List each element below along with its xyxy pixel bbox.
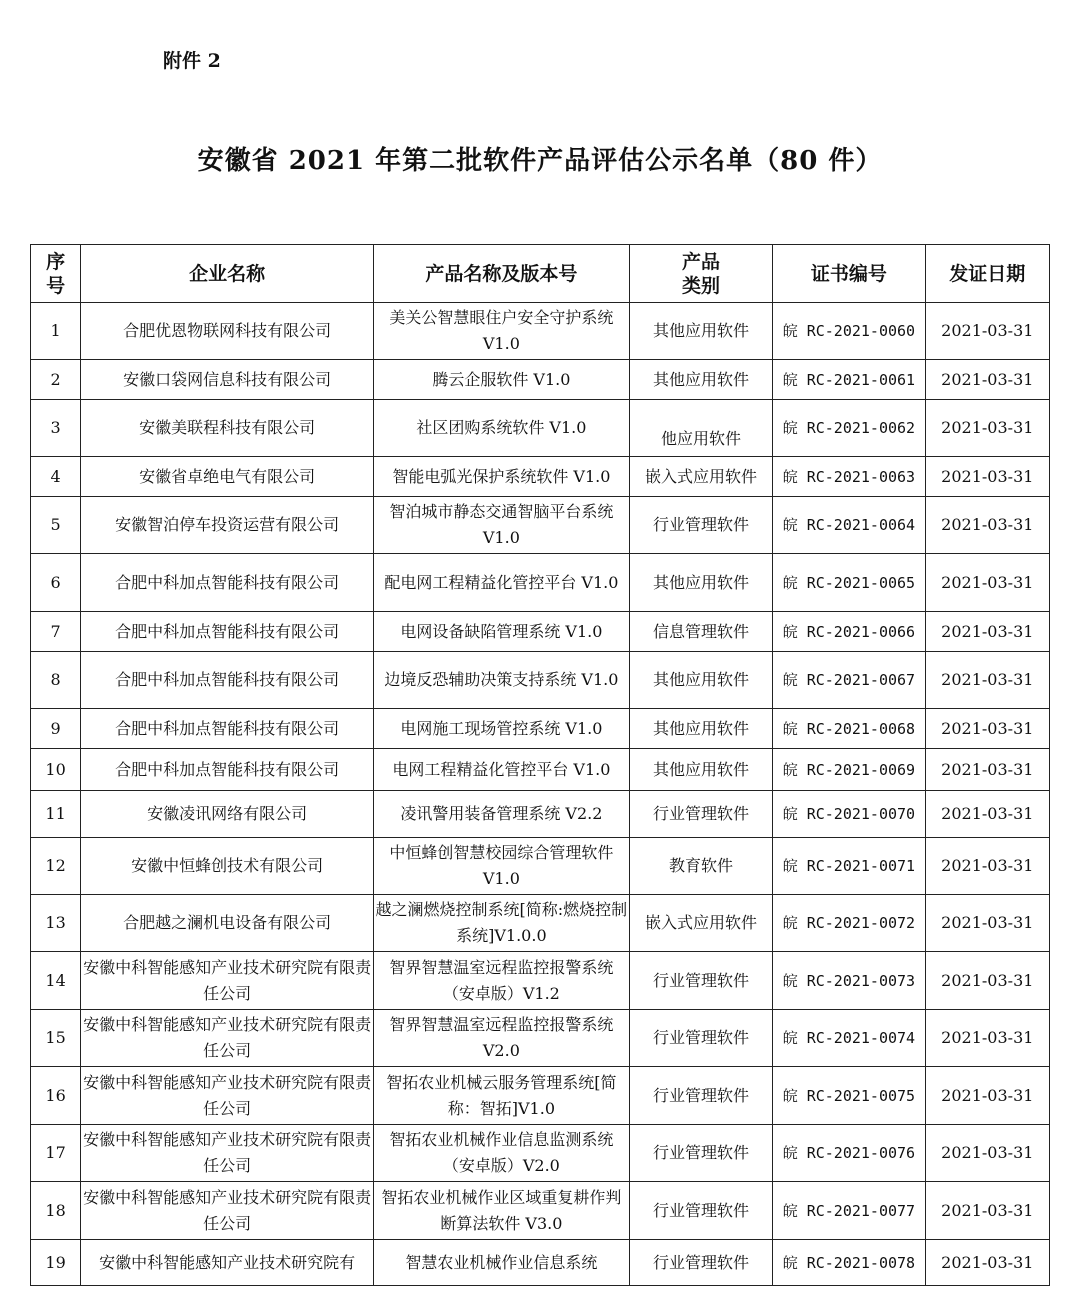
issue-date-cell: 2021-03-31: [925, 1125, 1049, 1182]
product-category-cell: 嵌入式应用软件: [629, 457, 772, 497]
table-row: [31, 791, 1050, 838]
certificate-number-cell: 皖 RC-2021-0074: [773, 1010, 925, 1067]
product-category-cell: 行业管理软件: [629, 1125, 772, 1182]
product-name-cell: 凌讯警用装备管理系统 V2.2: [374, 791, 630, 838]
serial-number-cell: 19: [31, 1240, 81, 1286]
document-title: 安徽省 2021 年第二批软件产品评估公示名单（80 件）: [197, 146, 883, 176]
header-product-name: 产品名称及版本号: [374, 245, 630, 303]
serial-number-cell: 5: [31, 497, 81, 554]
table-row: [31, 360, 1050, 400]
header-certificate-number: 证书编号: [773, 245, 925, 303]
table-row: [31, 612, 1050, 652]
issue-date-cell: 2021-03-31: [925, 652, 1049, 709]
table-row: [31, 709, 1050, 749]
certificate-number-cell: 皖 RC-2021-0062: [773, 400, 925, 457]
product-category-cell: 信息管理软件: [629, 612, 772, 652]
table-row: [31, 952, 1050, 1010]
product-category-cell: 其他应用软件: [629, 749, 772, 791]
table-row: [31, 1125, 1050, 1182]
product-name-cell: 智界智慧温室远程监控报警系统（安卓版）V1.2: [374, 952, 630, 1010]
certificate-number-cell: 皖 RC-2021-0061: [773, 360, 925, 400]
table-row: [31, 749, 1050, 791]
product-name-cell: 腾云企服软件 V1.0: [374, 360, 630, 400]
issue-date-cell: 2021-03-31: [925, 400, 1049, 457]
certificate-number-cell: 皖 RC-2021-0065: [773, 554, 925, 612]
serial-number-cell: 18: [31, 1182, 81, 1240]
company-name-cell: 安徽中科智能感知产业技术研究院有: [81, 1240, 374, 1286]
certificate-number-cell: 皖 RC-2021-0066: [773, 612, 925, 652]
serial-number-cell: 16: [31, 1067, 81, 1125]
product-name-cell: 智慧农业机械作业信息系统: [374, 1240, 630, 1286]
product-category-cell: 行业管理软件: [629, 1067, 772, 1125]
product-name-cell: 美关公智慧眼住户安全守护系统 V1.0: [374, 303, 630, 360]
product-category-cell: 其他应用软件: [629, 554, 772, 612]
serial-number-cell: 10: [31, 749, 81, 791]
product-category-cell: 行业管理软件: [629, 791, 772, 838]
issue-date-cell: 2021-03-31: [925, 749, 1049, 791]
table-row: [31, 895, 1050, 952]
serial-number-cell: 17: [31, 1125, 81, 1182]
issue-date-cell: 2021-03-31: [925, 360, 1049, 400]
product-category-cell: 其他应用软件: [629, 709, 772, 749]
header-issue-date: 发证日期: [925, 245, 1049, 303]
company-name-cell: 安徽中科智能感知产业技术研究院有限责任公司: [81, 1067, 374, 1125]
product-name-cell: 社区团购系统软件 V1.0: [374, 400, 630, 457]
certificate-number-cell: 皖 RC-2021-0075: [773, 1067, 925, 1125]
header-serial-number: 序 号: [31, 245, 81, 303]
certificate-number-cell: 皖 RC-2021-0072: [773, 895, 925, 952]
serial-number-cell: 2: [31, 360, 81, 400]
certificate-number-cell: 皖 RC-2021-0071: [773, 838, 925, 895]
company-name-cell: 安徽省卓绝电气有限公司: [81, 457, 374, 497]
certificate-number-cell: 皖 RC-2021-0064: [773, 497, 925, 554]
certificate-number-cell: 皖 RC-2021-0077: [773, 1182, 925, 1240]
product-name-cell: 智泊城市静态交通智脑平台系统 V1.0: [374, 497, 630, 554]
company-name-cell: 安徽智泊停车投资运营有限公司: [81, 497, 374, 554]
issue-date-cell: 2021-03-31: [925, 303, 1049, 360]
company-name-cell: 合肥中科加点智能科技有限公司: [81, 652, 374, 709]
issue-date-cell: 2021-03-31: [925, 709, 1049, 749]
product-name-cell: 电网施工现场管控系统 V1.0: [374, 709, 630, 749]
product-category-cell: 行业管理软件: [629, 1182, 772, 1240]
product-name-cell: 智拓农业机械作业区域重复耕作判断算法软件 V3.0: [374, 1182, 630, 1240]
company-name-cell: 安徽中科智能感知产业技术研究院有限责任公司: [81, 1125, 374, 1182]
issue-date-cell: 2021-03-31: [925, 497, 1049, 554]
table-row: [31, 554, 1050, 612]
serial-number-cell: 12: [31, 838, 81, 895]
product-name-cell: 智能电弧光保护系统软件 V1.0: [374, 457, 630, 497]
table-row: [31, 1010, 1050, 1067]
serial-number-cell: 13: [31, 895, 81, 952]
product-category-cell: 他应用软件: [629, 400, 772, 457]
table-row: [31, 652, 1050, 709]
product-category-cell: 行业管理软件: [629, 497, 772, 554]
product-name-cell: 越之澜燃烧控制系统[简称:燃烧控制系统]V1.0.0: [374, 895, 630, 952]
attachment-label: 附件 2: [163, 50, 221, 72]
product-category-cell: 行业管理软件: [629, 1010, 772, 1067]
product-name-cell: 智拓农业机械作业信息监测系统（安卓版）V2.0: [374, 1125, 630, 1182]
product-category-cell: 其他应用软件: [629, 303, 772, 360]
serial-number-cell: 1: [31, 303, 81, 360]
header-product-category: 产品 类别: [629, 245, 772, 303]
serial-number-cell: 14: [31, 952, 81, 1010]
company-name-cell: 安徽口袋网信息科技有限公司: [81, 360, 374, 400]
product-category-cell: 其他应用软件: [629, 652, 772, 709]
serial-number-cell: 9: [31, 709, 81, 749]
product-name-cell: 边境反恐辅助决策支持系统 V1.0: [374, 652, 630, 709]
table-row: [31, 497, 1050, 554]
product-category-cell: 嵌入式应用软件: [629, 895, 772, 952]
issue-date-cell: 2021-03-31: [925, 838, 1049, 895]
certificate-number-cell: 皖 RC-2021-0073: [773, 952, 925, 1010]
serial-number-cell: 4: [31, 457, 81, 497]
certificate-number-cell: 皖 RC-2021-0068: [773, 709, 925, 749]
issue-date-cell: 2021-03-31: [925, 554, 1049, 612]
serial-number-cell: 11: [31, 791, 81, 838]
certificate-number-cell: 皖 RC-2021-0067: [773, 652, 925, 709]
product-name-cell: 智界智慧温室远程监控报警系统 V2.0: [374, 1010, 630, 1067]
table-row: [31, 303, 1050, 360]
product-category-cell: 教育软件: [629, 838, 772, 895]
company-name-cell: 安徽中恒蜂创技术有限公司: [81, 838, 374, 895]
product-name-cell: 电网设备缺陷管理系统 V1.0: [374, 612, 630, 652]
serial-number-cell: 8: [31, 652, 81, 709]
table-row: [31, 1182, 1050, 1240]
issue-date-cell: 2021-03-31: [925, 457, 1049, 497]
product-name-cell: 中恒蜂创智慧校园综合管理软件 V1.0: [374, 838, 630, 895]
certificate-number-cell: 皖 RC-2021-0063: [773, 457, 925, 497]
issue-date-cell: 2021-03-31: [925, 1010, 1049, 1067]
issue-date-cell: 2021-03-31: [925, 1240, 1049, 1286]
table-header-row: [31, 245, 1050, 303]
issue-date-cell: 2021-03-31: [925, 895, 1049, 952]
company-name-cell: 安徽中科智能感知产业技术研究院有限责任公司: [81, 952, 374, 1010]
product-category-cell: 行业管理软件: [629, 1240, 772, 1286]
header-company-name: 企业名称: [81, 245, 374, 303]
table-row: [31, 838, 1050, 895]
product-category-cell: 行业管理软件: [629, 952, 772, 1010]
issue-date-cell: 2021-03-31: [925, 1182, 1049, 1240]
company-name-cell: 合肥中科加点智能科技有限公司: [81, 554, 374, 612]
company-name-cell: 合肥优恩物联网科技有限公司: [81, 303, 374, 360]
company-name-cell: 合肥中科加点智能科技有限公司: [81, 749, 374, 791]
company-name-cell: 安徽凌讯网络有限公司: [81, 791, 374, 838]
product-name-cell: 智拓农业机械云服务管理系统[简称：智拓]V1.0: [374, 1067, 630, 1125]
serial-number-cell: 15: [31, 1010, 81, 1067]
table-row: [31, 1240, 1050, 1286]
table-row: [31, 457, 1050, 497]
table-row: [31, 400, 1050, 457]
serial-number-cell: 7: [31, 612, 81, 652]
issue-date-cell: 2021-03-31: [925, 1067, 1049, 1125]
certificate-number-cell: 皖 RC-2021-0069: [773, 749, 925, 791]
evaluation-table: [30, 244, 1050, 1286]
certificate-number-cell: 皖 RC-2021-0060: [773, 303, 925, 360]
certificate-number-cell: 皖 RC-2021-0078: [773, 1240, 925, 1286]
company-name-cell: 安徽中科智能感知产业技术研究院有限责任公司: [81, 1010, 374, 1067]
table-row: [31, 1067, 1050, 1125]
serial-number-cell: 3: [31, 400, 81, 457]
certificate-number-cell: 皖 RC-2021-0076: [773, 1125, 925, 1182]
issue-date-cell: 2021-03-31: [925, 791, 1049, 838]
issue-date-cell: 2021-03-31: [925, 952, 1049, 1010]
certificate-number-cell: 皖 RC-2021-0070: [773, 791, 925, 838]
serial-number-cell: 6: [31, 554, 81, 612]
company-name-cell: 安徽美联程科技有限公司: [81, 400, 374, 457]
issue-date-cell: 2021-03-31: [925, 612, 1049, 652]
company-name-cell: 合肥越之澜机电设备有限公司: [81, 895, 374, 952]
product-name-cell: 电网工程精益化管控平台 V1.0: [374, 749, 630, 791]
product-category-cell: 其他应用软件: [629, 360, 772, 400]
company-name-cell: 合肥中科加点智能科技有限公司: [81, 612, 374, 652]
company-name-cell: 安徽中科智能感知产业技术研究院有限责任公司: [81, 1182, 374, 1240]
product-name-cell: 配电网工程精益化管控平台 V1.0: [374, 554, 630, 612]
company-name-cell: 合肥中科加点智能科技有限公司: [81, 709, 374, 749]
